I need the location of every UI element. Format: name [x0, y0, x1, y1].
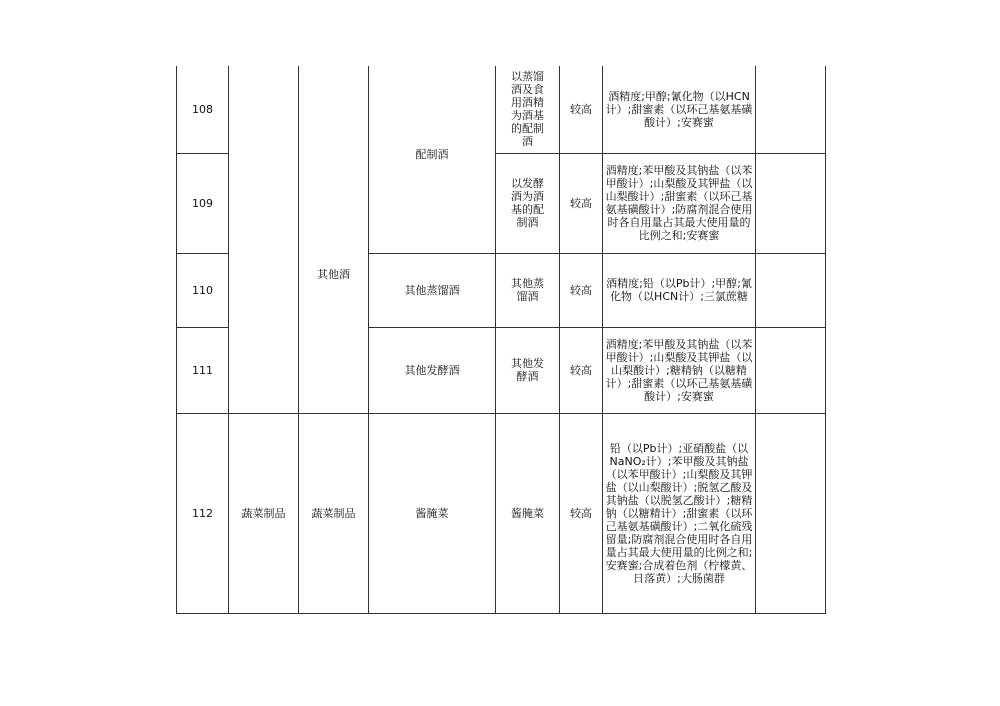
major-category-cell: 蔬菜制品 — [229, 413, 299, 613]
risk-level-cell: 较高 — [560, 66, 603, 153]
product-detail-cell: 以蒸馏酒及食用酒精为酒基的配制酒 — [496, 66, 560, 153]
table-row — [177, 66, 826, 153]
product-name-cell: 酱腌菜 — [369, 413, 496, 613]
risk-level-cell: 较高 — [560, 413, 603, 613]
remark-cell — [756, 66, 826, 153]
table-row — [177, 413, 826, 613]
test-items-cell: 酒精度;甲醇;氰化物（以HCN计）;甜蜜素（以环己基氨基磺酸计）;安赛蜜 — [603, 66, 756, 153]
test-items-cell: 酒精度;苯甲酸及其钠盐（以苯甲酸计）;山梨酸及其钾盐（以山梨酸计）;糖精钠（以糖精计）;甜蜜素（以环己基氨基磺酸计）;安赛蜜 — [603, 327, 756, 413]
row-number: 111 — [177, 327, 229, 413]
remark-cell — [756, 253, 826, 327]
risk-level-cell: 较高 — [560, 253, 603, 327]
product-name-cell: 其他发酵酒 — [369, 327, 496, 413]
product-detail-cell: 以发酵酒为酒基的配制酒 — [496, 153, 560, 253]
row-number: 112 — [177, 413, 229, 613]
product-detail-cell: 其他发酵酒 — [496, 327, 560, 413]
test-items-cell: 酒精度;铅（以Pb计）;甲醇;氰化物（以HCN计）;三氯蔗糖 — [603, 253, 756, 327]
inspection-table — [176, 66, 826, 614]
sub-category-cell: 其他酒 — [299, 66, 369, 413]
product-name-cell: 配制酒 — [369, 66, 496, 253]
sub-category-cell: 蔬菜制品 — [299, 413, 369, 613]
remark-cell — [756, 413, 826, 613]
row-number: 109 — [177, 153, 229, 253]
product-detail-cell: 其他蒸馏酒 — [496, 253, 560, 327]
test-items-cell: 铅（以Pb计）;亚硝酸盐（以NaNO₂计）;苯甲酸及其钠盐（以苯甲酸计）;山梨酸及其钾盐（以山梨酸计）;脱氢乙酸及其钠盐（以脱氢乙酸计）;糖精钠（以糖精计）;甜蜜素（以环己基氨基磺酸计）;二氧化硫残留量;防腐剂混合使用时各自用量占其最大使用量的比例之和;安赛蜜;合成着色剂（柠檬黄、日落黄）;大肠菌群 — [603, 413, 756, 613]
remark-cell — [756, 153, 826, 253]
product-detail-cell: 酱腌菜 — [496, 413, 560, 613]
test-items-cell: 酒精度;苯甲酸及其钠盐（以苯甲酸计）;山梨酸及其钾盐（以山梨酸计）;甜蜜素（以环己基氨基磺酸计）;防腐剂混合使用时各自用量占其最大使用量的比例之和;安赛蜜 — [603, 153, 756, 253]
risk-level-cell: 较高 — [560, 327, 603, 413]
remark-cell — [756, 327, 826, 413]
row-number: 108 — [177, 66, 229, 153]
product-name-cell: 其他蒸馏酒 — [369, 253, 496, 327]
row-number: 110 — [177, 253, 229, 327]
major-category-cell — [229, 66, 299, 413]
risk-level-cell: 较高 — [560, 153, 603, 253]
